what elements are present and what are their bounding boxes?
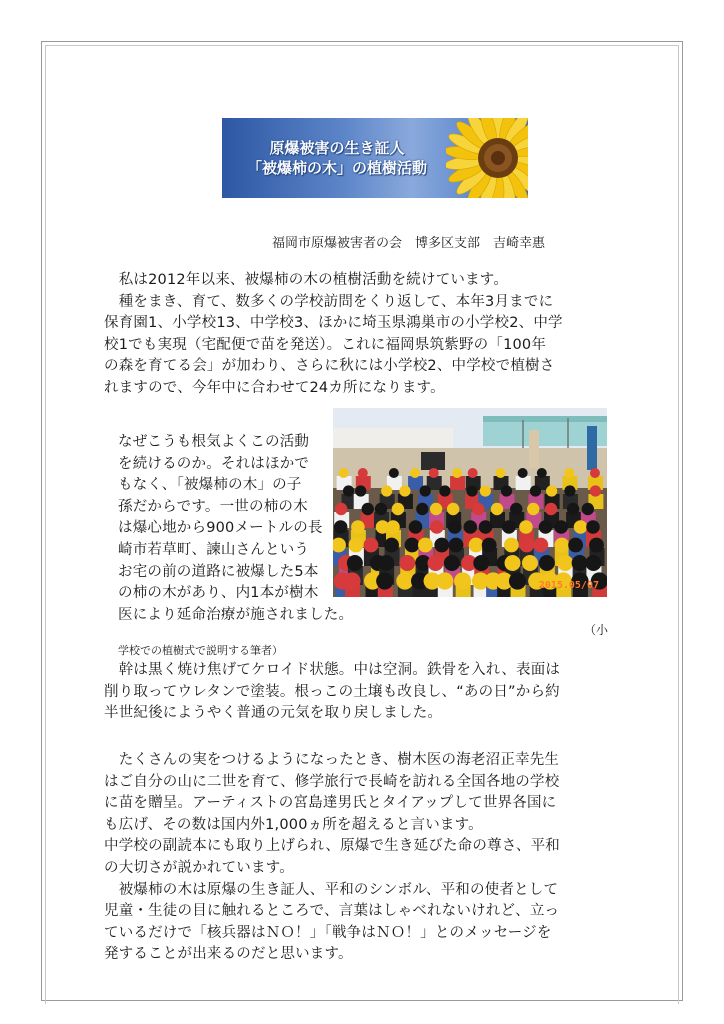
text-line: 中学校の副読本にも取り上げられ、原爆で生き延びた命の尊さ、平和 bbox=[104, 838, 560, 855]
text-line: もなく、「被爆柿の木」の子 bbox=[118, 477, 302, 494]
text-line: なぜこうも根気よくこの活動 bbox=[118, 434, 310, 450]
text-line: ているだけで「核兵器はＮＯ！」「戦争はＮＯ！」とのメッセージを bbox=[104, 924, 552, 941]
text-line: 保育園1、小学校13、中学校3、ほかに埼玉県鴻巣市の小学校2、中学 bbox=[104, 315, 563, 332]
text-line: 児童・生徒の目に触れるところで、言葉はしゃべれないけれど、立っ bbox=[104, 903, 560, 920]
banner-title bbox=[232, 138, 442, 178]
text-line: の大切さが説かれています。 bbox=[104, 859, 294, 876]
intro-paragraph bbox=[104, 270, 614, 400]
banner-title-line1: 原爆被害の生き証人 bbox=[269, 139, 405, 157]
text-line: 削り取ってウレタンで塗装。根っこの土壌も改良し、“あの日”から約 bbox=[104, 683, 560, 700]
sunflower-icon bbox=[446, 118, 528, 198]
text-line: 被爆柿の木は原爆の生き証人、平和のシンボル、平和の使者として bbox=[104, 881, 559, 898]
text-line: 校1でも実現（宅配便で苗を発送）。これに福岡県筑紫野の「100年 bbox=[104, 336, 547, 353]
text-line: お宅の前の道路に被爆した5本 bbox=[118, 563, 319, 580]
text-line: 孫だからです。一世の柿の木 bbox=[118, 498, 308, 515]
side-paragraph bbox=[118, 432, 354, 626]
text-line: 種をまき、育て、数多くの学校訪問をくり返して、本年3月までに bbox=[104, 293, 554, 310]
text-line: 半世紀後にようやく普通の元気を取り戻しました。 bbox=[104, 705, 443, 722]
title-banner bbox=[222, 118, 528, 198]
text-line: の森を育てる会」が加わり、さらに秋には小学校2、中学校で植樹さ bbox=[104, 358, 555, 375]
second-paragraph bbox=[104, 660, 614, 725]
text-line: を続けるのか。それはほかで bbox=[118, 455, 310, 472]
photo-date-stamp: 2015.05/07 bbox=[538, 580, 599, 591]
text-line: たくさんの実をつけるようになったとき、樹木医の海老沼正幸先生 bbox=[104, 752, 560, 768]
text-line: 医により延命治療が施されました。 bbox=[118, 606, 354, 623]
text-line: 幹は黒く焼け焦げてケロイド状態。中は空洞。鉄骨を入れ、表面は bbox=[104, 662, 561, 678]
text-line: れますので、今年中に合わせて24カ所になります。 bbox=[104, 379, 445, 396]
ceremony-photo bbox=[333, 408, 607, 597]
text-line: は爆心地から900メートルの長 bbox=[118, 520, 323, 537]
author-byline: 福岡市原爆被害者の会 博多区支部 吉崎幸惠 bbox=[272, 236, 546, 251]
text-line: に苗を贈呈。アーティストの宮島達男氏とタイアップして世界各国に bbox=[104, 795, 557, 812]
text-line: 私は2012年以来、被爆柿の木の植樹活動を続けています。 bbox=[104, 272, 509, 288]
banner-title-line2: 「被爆柿の木」の植樹活動 bbox=[246, 159, 427, 177]
text-line: はご自分の山に二世を育て、修学旅行で長崎を訪れる全国各地の学校 bbox=[104, 773, 560, 790]
text-line: 発することが出来るのだと思います。 bbox=[104, 946, 353, 963]
photo-caption-start: （小 bbox=[584, 623, 609, 637]
photo-scene bbox=[333, 408, 607, 597]
text-line: 崎市若草町、諫山さんという bbox=[118, 541, 310, 558]
text-line: の柿の木があり、内1本が樹木 bbox=[118, 585, 319, 602]
text-line: も広げ、その数は国内外1,000ヵ所を超えると言います。 bbox=[104, 816, 483, 833]
third-paragraph bbox=[104, 750, 614, 966]
photo-caption: 学校での植樹式で説明する筆者） bbox=[118, 644, 283, 657]
